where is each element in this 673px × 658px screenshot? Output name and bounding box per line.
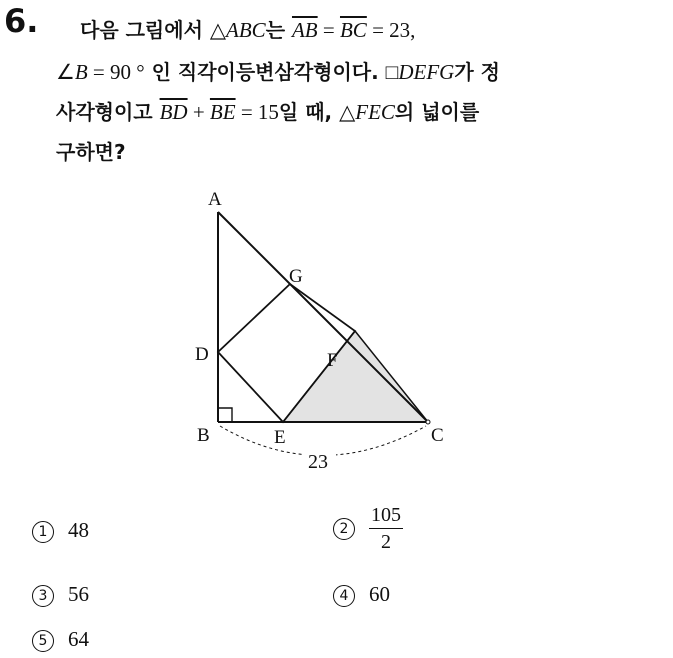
question-text: 의 넓이를 <box>394 100 480 124</box>
triangle-symbol: △ <box>209 18 227 42</box>
label-b: B <box>197 425 210 446</box>
length-label: 23 <box>308 451 328 473</box>
segment-bc: $\overline{BC}$ <box>339 18 367 42</box>
choice-mark: 3 <box>32 585 54 607</box>
equals: = <box>317 18 340 42</box>
question-line-4: 구하면? <box>56 140 126 164</box>
square-symbol: □ <box>385 60 399 84</box>
triangle-fec: FEC <box>355 100 395 124</box>
fraction-denominator: 2 <box>381 531 391 553</box>
label-c: C <box>431 425 444 446</box>
question-text: 일 때, <box>278 100 340 124</box>
choice-mark: 1 <box>32 521 54 543</box>
question-number: 6. <box>4 2 39 40</box>
angle-value: = 90 ° <box>87 60 145 84</box>
choice-value: 60 <box>369 582 390 606</box>
right-angle-marker <box>218 408 232 422</box>
question-text: 다음 그림에서 <box>80 18 210 42</box>
shaded-triangle-fec <box>283 331 428 422</box>
question-text: 인 직각이등변삼각형이다. <box>144 60 386 84</box>
triangle-symbol: △ <box>339 100 356 124</box>
choice-value: 64 <box>68 627 89 651</box>
segment-ab: $\overline{AB}$ <box>291 18 318 42</box>
choice-value: 56 <box>68 582 89 606</box>
choice-3[interactable] <box>32 582 89 607</box>
fraction <box>369 502 403 555</box>
question-text: 사각형이고 <box>56 100 160 124</box>
plus: + <box>187 100 210 124</box>
triangle-abc: ABC <box>226 18 266 42</box>
choice-mark: 5 <box>32 630 54 652</box>
label-d: D <box>195 344 209 365</box>
choice-mark: 2 <box>333 518 355 540</box>
angle-b: B <box>74 60 88 84</box>
choice-4[interactable] <box>333 582 390 607</box>
choice-1[interactable] <box>32 518 89 543</box>
sum-value: = 15 <box>235 100 279 124</box>
question-text: 가 정 <box>454 60 500 84</box>
label-e: E <box>274 427 286 448</box>
length-value: = 23, <box>366 18 416 42</box>
choice-mark: 4 <box>333 585 355 607</box>
choice-2[interactable] <box>333 502 403 555</box>
label-f: F <box>327 350 338 371</box>
choice-value: 48 <box>68 518 89 542</box>
square-defg: DEFG <box>398 60 455 84</box>
choice-5[interactable] <box>32 627 89 652</box>
question-text: 는 <box>265 18 292 42</box>
label-g: G <box>289 266 303 287</box>
angle-symbol: ∠ <box>56 60 75 84</box>
label-a: A <box>208 189 222 210</box>
fraction-numerator: 105 <box>369 502 403 529</box>
segment-bd: $\overline{BD}$ <box>159 100 188 124</box>
segment-be: $\overline{BE}$ <box>209 100 236 124</box>
